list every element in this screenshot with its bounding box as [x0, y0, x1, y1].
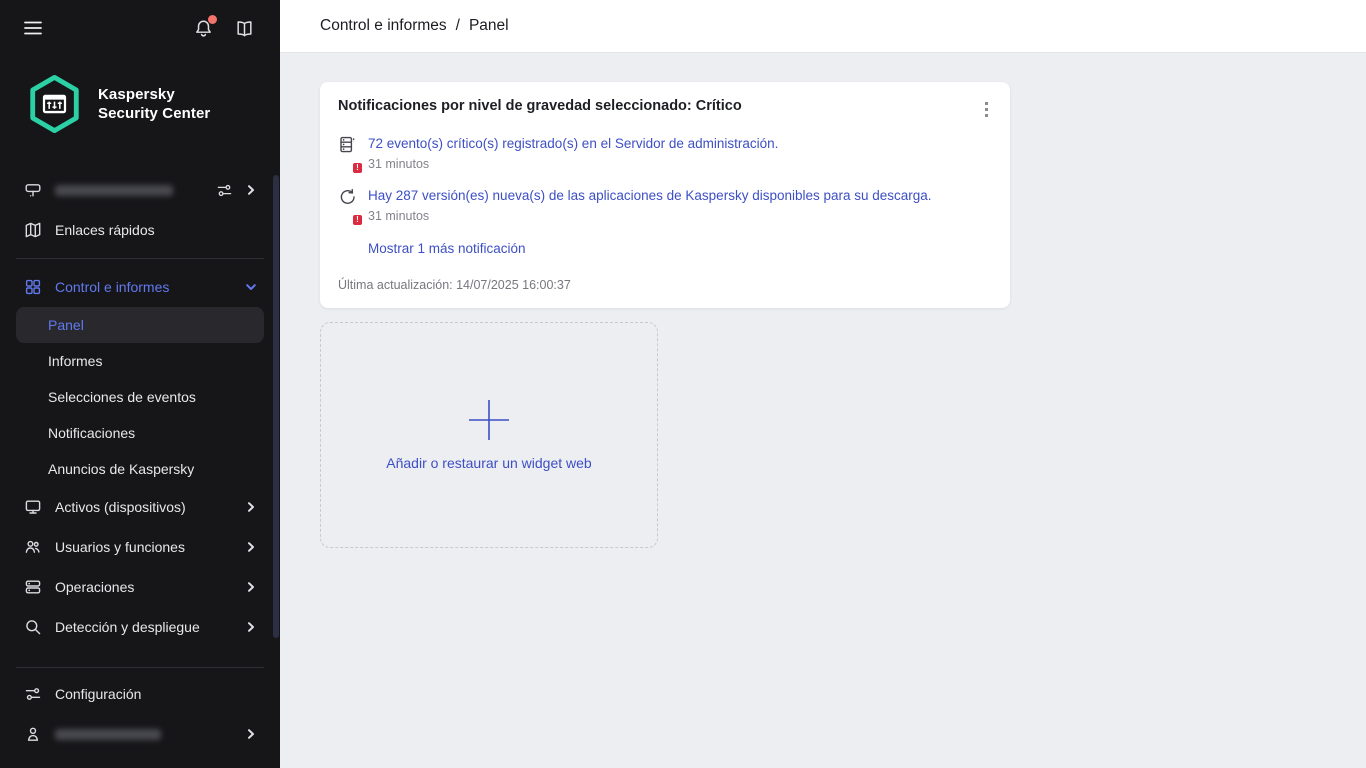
show-more-notifications-link[interactable]: Mostrar 1 más notificación [368, 241, 526, 256]
chevron-right-icon [246, 582, 256, 592]
notification-time: 31 minutos [368, 209, 430, 223]
user-icon [24, 725, 42, 743]
sidebar-item-notifications[interactable] [16, 415, 264, 451]
server-icon [24, 181, 42, 199]
breadcrumb-separator: / [455, 17, 460, 34]
server-settings-sliders-icon[interactable] [215, 181, 233, 199]
sidebar-item-label: Control e informes [55, 279, 170, 295]
notifications-widget-card [320, 82, 1010, 308]
updates-available-icon [338, 187, 358, 223]
notification-link[interactable]: 72 evento(s) crítico(s) registrado(s) en el Servidor de administración. [368, 136, 779, 151]
notification-item [338, 187, 992, 223]
sidebar-item-label: Operaciones [55, 579, 135, 595]
notification-item [338, 135, 992, 171]
sidebar-item-account[interactable] [0, 714, 280, 754]
server-name-redacted [55, 185, 173, 196]
kaspersky-hexagon-logo-icon [26, 74, 83, 134]
sidebar-item-label: Panel [48, 317, 84, 333]
help-book-icon[interactable] [235, 20, 254, 37]
notification-time: 31 minutos [368, 157, 430, 171]
users-icon [24, 538, 42, 556]
monitor-icon [24, 498, 42, 516]
sidebar-nav [0, 170, 280, 754]
chevron-right-icon [246, 502, 256, 512]
chevron-right-icon [246, 185, 256, 195]
sidebar-item-label: Anuncios de Kaspersky [48, 461, 195, 477]
sidebar-divider [16, 258, 264, 259]
username-redacted [55, 729, 161, 740]
sidebar [0, 0, 280, 768]
sidebar-item-quick-links[interactable] [0, 210, 280, 250]
dashboard-grid-icon [24, 278, 42, 296]
sidebar-item-label: Informes [48, 353, 103, 369]
notification-dot [208, 15, 217, 24]
chevron-down-icon [246, 282, 256, 292]
widget-menu-kebab-icon[interactable] [981, 100, 992, 119]
add-widget-label: Añadir o restaurar un widget web [386, 455, 592, 471]
critical-badge: ! [353, 215, 362, 225]
map-icon [24, 221, 42, 239]
sidebar-item-admin-server[interactable] [0, 170, 280, 210]
sidebar-item-operations[interactable] [0, 567, 280, 607]
sidebar-item-assets[interactable] [0, 487, 280, 527]
notifications-bell-icon[interactable] [194, 19, 213, 38]
sidebar-item-dashboard[interactable] [16, 307, 264, 343]
critical-badge: ! [353, 163, 362, 173]
sidebar-item-announcements[interactable] [16, 451, 264, 487]
sidebar-item-label: Selecciones de eventos [48, 389, 196, 405]
app-logo [0, 56, 280, 134]
sidebar-scrollbar[interactable] [273, 175, 279, 638]
brand-name: Kaspersky Security Center [98, 86, 211, 122]
sidebar-item-label: Activos (dispositivos) [55, 499, 186, 515]
search-icon [24, 618, 42, 636]
sidebar-item-discovery[interactable] [0, 607, 280, 647]
sidebar-divider [16, 667, 264, 668]
sidebar-item-label: Configuración [55, 686, 142, 702]
sidebar-item-label: Notificaciones [48, 425, 136, 441]
sidebar-top-toolbar [0, 0, 280, 56]
add-widget-placeholder[interactable] [320, 322, 658, 548]
sidebar-item-label: Enlaces rápidos [55, 222, 155, 238]
sidebar-item-monitoring[interactable] [0, 267, 280, 307]
breadcrumb-bar [280, 0, 1366, 53]
notification-link[interactable]: Hay 287 versión(es) nueva(s) de las aplicaciones de Kaspersky disponibles para su descarga. [368, 188, 932, 203]
hamburger-menu-icon[interactable] [24, 21, 42, 35]
breadcrumb-parent[interactable]: Control e informes [320, 17, 447, 34]
sidebar-item-label: Detección y despliegue [55, 619, 200, 635]
plus-icon [468, 399, 510, 441]
breadcrumb-current: Panel [468, 17, 509, 34]
chevron-right-icon [246, 542, 256, 552]
chevron-right-icon [246, 729, 256, 739]
sliders-icon [24, 685, 42, 703]
sidebar-item-reports[interactable] [16, 343, 264, 379]
sidebar-item-event-selections[interactable] [16, 379, 264, 415]
sidebar-item-label: Usuarios y funciones [55, 539, 185, 555]
last-update-timestamp: Última actualización: 14/07/2025 16:00:37 [338, 278, 571, 292]
critical-events-icon [338, 135, 358, 171]
server-stack-icon [24, 578, 42, 596]
widget-title: Notificaciones por nivel de gravedad seleccionado: Crítico [338, 98, 742, 114]
sidebar-item-users-roles[interactable] [0, 527, 280, 567]
chevron-right-icon [246, 622, 256, 632]
sidebar-item-settings[interactable] [0, 674, 280, 714]
